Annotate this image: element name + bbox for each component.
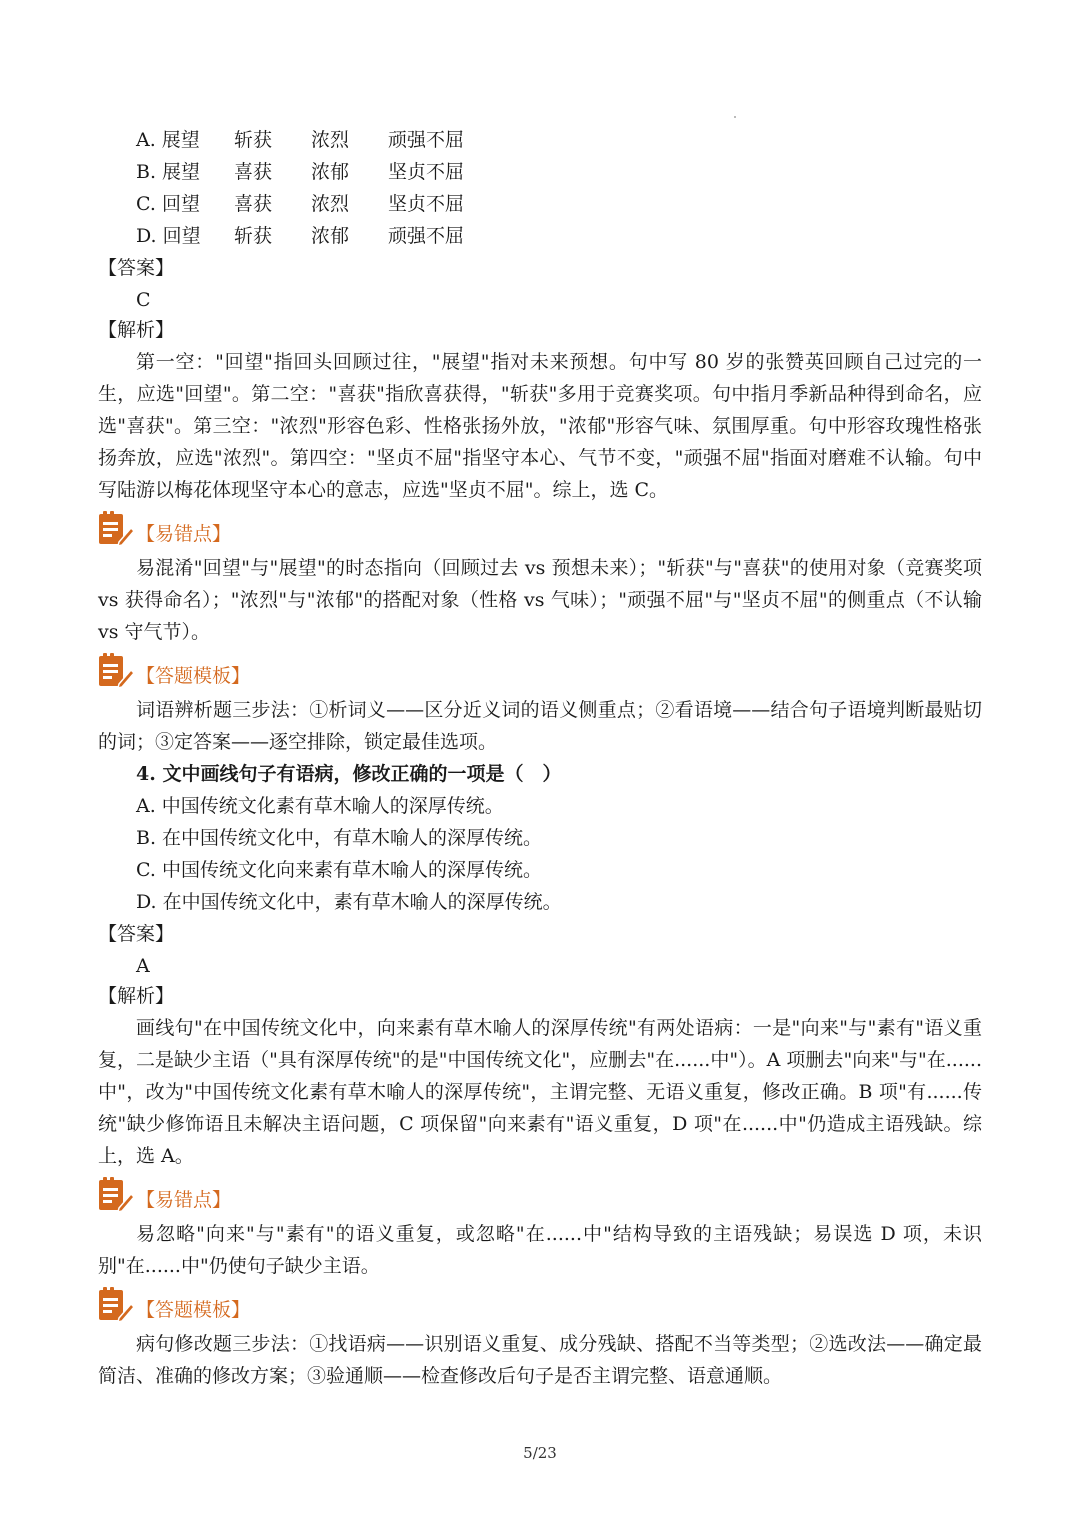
analysis-heading: 【解析】 [98,985,175,1007]
answer-value: C [136,289,151,311]
option-word: 浓烈 [311,193,350,215]
pitfall-text: 易混淆"回望"与"展望"的时态指向（回顾过去 vs 预想未来）；"斩获"与"喜获"的使用对象（竞赛奖项 vs 获得命名）；"浓烈"与"浓郁"的搭配对象（性格 vs 气味）；"顽强不屈"与"坚贞不屈"的侧重点（不认输 vs 守气节）。 [98,557,982,643]
template-label: 【答题模板】 [136,665,251,687]
pitfall-heading [98,508,231,548]
template-heading [98,650,250,690]
option-word: 浓烈 [311,129,350,151]
option-word: 斩获 [234,129,273,151]
option-label: C. 回望 [136,193,200,215]
option-word: 斩获 [234,225,273,247]
notepad-pencil-icon [98,652,134,690]
analysis-text: 第一空："回望"指回头回顾过往，"展望"指对未来预想。句中写 80 岁的张赞英回顾自己过完的一生，应选"回望"。第二空："喜获"指欣喜获得，"斩获"多用于竞赛奖项。句中指月季新品种得到命名，应选"喜获"。第三空："浓烈"形容色彩、性格张扬外放，"浓郁"形容气味、氛围厚重。句中形容玫瑰性格张扬奔放，应选"浓烈"。第四空："坚贞不屈"指坚守本心、气节不变，"顽强不屈"指面对磨难不认输。句中写陆游以梅花体现坚守本心的意志，应选"坚贞不屈"。综上，选 C。 [98,351,982,501]
pitfall-label: 【易错点】 [136,1189,232,1211]
question-title: 4. 文中画线句子有语病，修改正确的一项是（ ） [136,763,562,785]
option-b [136,156,464,188]
template-label: 【答题模板】 [136,1299,251,1321]
option-word: 喜获 [234,161,273,183]
option-label: B. 展望 [136,161,201,183]
option-b: B. 在中国传统文化中，有草木喻人的深厚传统。 [136,827,543,849]
option-word: 喜获 [234,193,273,215]
option-a: A. 中国传统文化素有草木喻人的深厚传统。 [136,795,504,817]
analysis-text: 画线句"在中国传统文化中，向来素有草木喻人的深厚传统"有两处语病：一是"向来"与"素有"语义重复，二是缺少主语（"具有深厚传统"的是"中国传统文化"，应删去"在......中"）。A 项删去"向来"与"在......中"，改为"中国传统文化素有草木喻人的深厚传统"，主谓完整、无语义重复，修改正确。B 项"有......传统"缺少修饰语且未解决主语问题，C 项保留"向来素有"语义重复，D 项"在......中"仍造成主语残缺。综上，选 A。 [98,1017,982,1167]
notepad-pencil-icon [98,510,134,548]
option-label: D. 回望 [136,225,201,247]
option-label: A. 展望 [136,129,200,151]
option-c [136,188,464,220]
option-word: 顽强不屈 [388,225,465,247]
pitfall-text: 易忽略"向来"与"素有"的语义重复，或忽略"在......中"结构导致的主语残缺；易误选 D 项，未识别"在......中"仍使句子缺少主语。 [98,1223,982,1277]
option-c: C. 中国传统文化向来素有草木喻人的深厚传统。 [136,859,542,881]
template-heading [98,1284,250,1324]
answer-heading: 【答案】 [98,923,175,945]
pitfall-label: 【易错点】 [136,523,232,545]
option-d [136,220,464,252]
option-a [136,124,464,156]
option-word: 坚贞不屈 [388,161,465,183]
option-word: 顽强不屈 [388,129,465,151]
notepad-pencil-icon [98,1176,134,1214]
answer-value: A [136,955,150,977]
template-text: 词语辨析题三步法：①析词义——区分近义词的语义侧重点；②看语境——结合句子语境判断最贴切的词；③定答案——逐空排除，锁定最佳选项。 [98,699,982,753]
speck [734,116,736,118]
option-word: 坚贞不屈 [388,193,465,215]
option-word: 浓郁 [311,161,350,183]
option-word: 浓郁 [311,225,350,247]
notepad-pencil-icon [98,1286,134,1324]
page-number: 5/23 [523,1444,557,1462]
pitfall-heading [98,1174,231,1214]
answer-heading: 【答案】 [98,257,175,279]
analysis-heading: 【解析】 [98,319,175,341]
template-text: 病句修改题三步法：①找语病——识别语义重复、成分残缺、搭配不当等类型；②选改法——确定最简洁、准确的修改方案；③验通顺——检查修改后句子是否主谓完整、语意通顺。 [98,1333,982,1387]
option-d: D. 在中国传统文化中，素有草木喻人的深厚传统。 [136,891,562,913]
